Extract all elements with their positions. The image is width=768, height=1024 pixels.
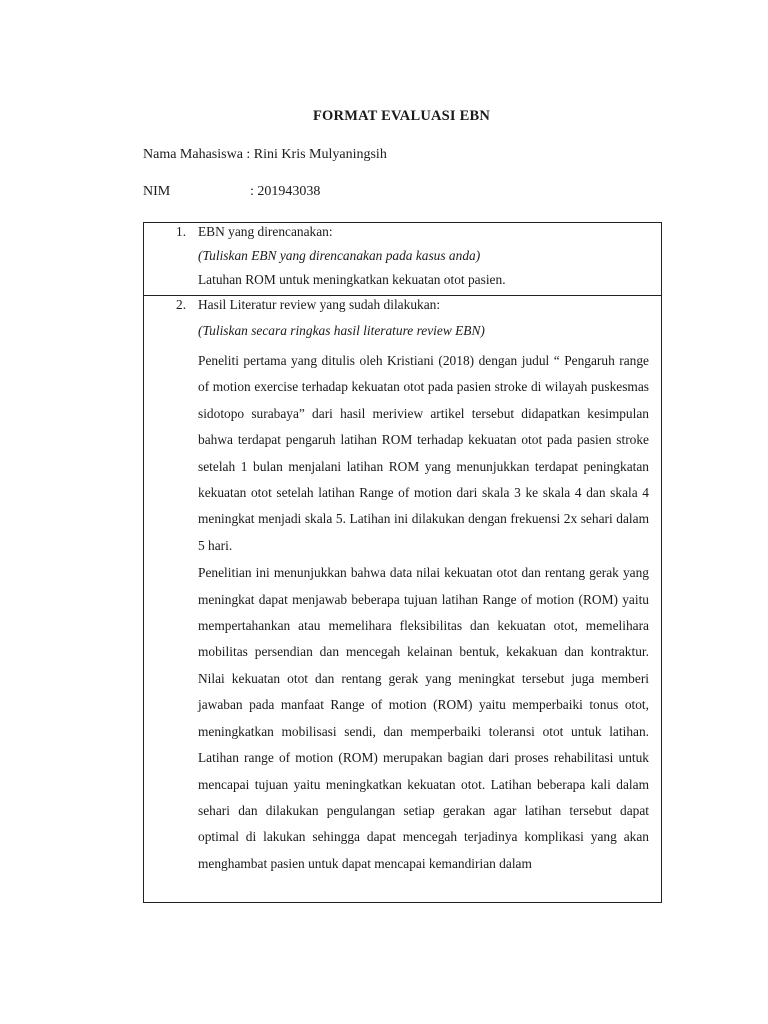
row-content: Latuhan ROM untuk meningkatkan kekuatan otot pasien. [198, 272, 506, 287]
student-name-label: Nama Mahasiswa [143, 147, 243, 162]
review-paragraph-1: Peneliti pertama yang ditulis oleh Kristiani (2018) dengan judul “ Pengaruh range of motion exercise terhadap kekuatan otot pada pasien stroke di wilayah puskesmas sidotopo surabaya” dari hasil meriview artikel tersebut didapatkan kesimpulan bahwa terdapat pengaruh latihan ROM terhadap kekuatan otot pada pasien stroke setelah 1 bulan menjalani latihan ROM yang menunjukkan terdapat peningkatan kekuatan otot setelah latihan Range of motion dari skala 3 ke skala 4 dan skala 4 meningkat menjadi skala 5. Latihan ini dilakukan dengan frekuensi 2x sehari dalam 5 hari. [198, 353, 649, 553]
table-cell [144, 223, 662, 296]
student-name-value: : Rini Kris Mulyaningsih [246, 147, 387, 162]
row-instruction: (Tuliskan secara ringkas hasil literature review EBN) [198, 323, 485, 338]
review-paragraph-2: Penelitian ini menunjukkan bahwa data nilai kekuatan otot dan rentang gerak yang meningkat dapat menjawab beberapa tujuan latihan Range of motion (ROM) yaitu mempertahankan atau memelihara fleksibilitas dan kekuatan otot, memelihara mobilitas persendian dan mencegah kelainan bentuk, kekakuan dan kontraktur. Nilai kekuatan otot dan rentang gerak yang meningkat tersebut juga memberi jawaban pada manfaat Range of motion (ROM) yaitu memperbaiki tonus otot, meningkatkan mobilisasi sendi, dan memperbaiki toleransi otot untuk latihan. Latihan range of motion (ROM) merupakan bagian dari proses rehabilitasi untuk mencapai tujuan yaitu meningkatkan kekuatan otot. Latihan beberapa kali dalam sehari dan dilakukan pengulangan setiap gerakan agar latihan tersebut dapat optimal di lakukan sehingga dapat mencegah terjadinya komplikasi yang akan menghambat pasien untuk dapat mencapai kemandirian dalam [198, 565, 649, 871]
row-heading: EBN yang direncanakan: [198, 224, 333, 239]
table-row [144, 296, 662, 903]
row-heading: Hasil Literatur review yang sudah dilakukan: [198, 297, 441, 312]
table-row [144, 223, 662, 296]
table-cell [144, 296, 662, 903]
nim-line [143, 184, 320, 200]
nim-value: : 201943038 [250, 184, 321, 199]
row-number: 1. [176, 224, 187, 239]
row-number: 2. [176, 297, 187, 312]
nim-label: NIM [143, 184, 171, 199]
evaluation-table [143, 222, 662, 903]
document-title: FORMAT EVALUASI EBN [312, 108, 491, 124]
row-instruction: (Tuliskan EBN yang direncanakan pada kasus anda) [198, 248, 481, 263]
student-name-line [143, 147, 387, 163]
